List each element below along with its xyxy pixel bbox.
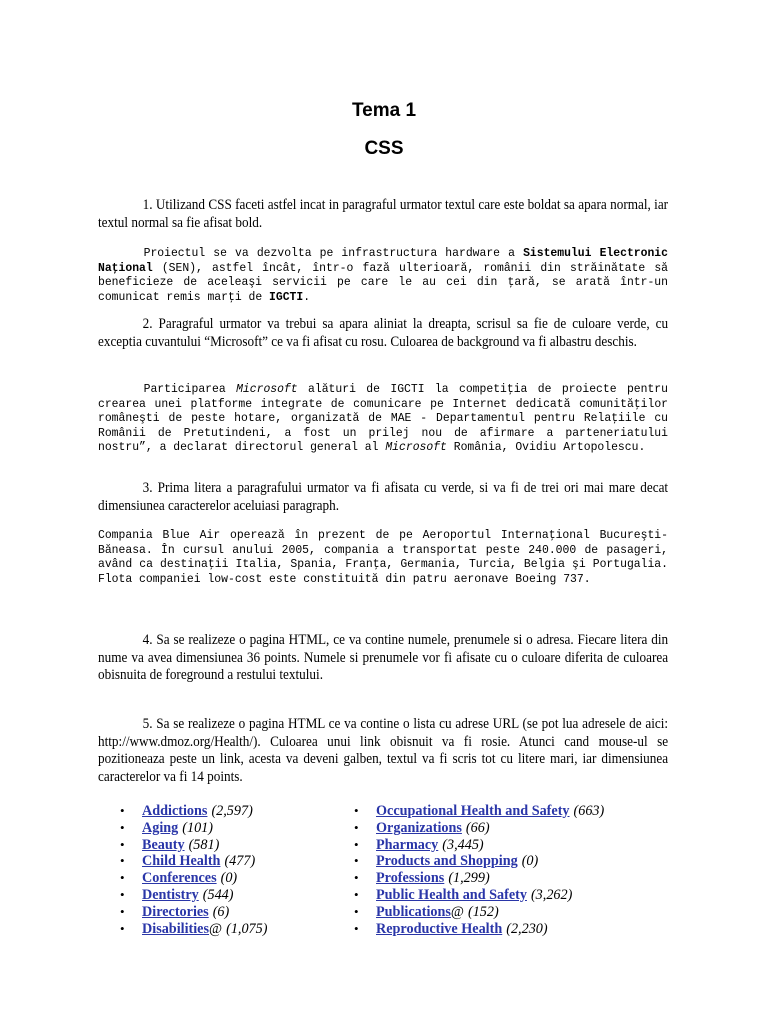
document-subtitle: CSS	[364, 138, 404, 159]
item-count: (3,262)	[530, 886, 573, 903]
task-3-text: 3. Prima litera a paragrafului urmator va fi afisata cu verde, si va fi de trei ori mai mare decat dimensiunea caracterelor aceluiasi paragraph.	[98, 480, 669, 514]
task-2-instruction	[98, 316, 668, 351]
link-list-right	[354, 803, 604, 937]
list-item	[354, 803, 604, 820]
category-link[interactable]: Public Health and Safety	[376, 886, 527, 903]
list-item	[120, 887, 267, 904]
sample-italic-text: Microsoft	[236, 382, 298, 396]
item-count: (2,230)	[506, 920, 548, 937]
task-1-instruction	[98, 197, 668, 232]
list-item	[354, 887, 604, 904]
category-link[interactable]: Directories	[142, 903, 209, 920]
task-3-sample-paragraph: Compania Blue Air operează în prezent de pe Aeroportul Internaţional Bucureşti-Băneasa. În cursul anului 2005, compania a transportat peste 240.000 de pasageri, având ca destinaţii Italia, Spania, Franţa, Germania, Turcia, Belgia şi Portugalia. Flota companiei low-cost este constituită din patru aeronave Boeing 737.	[98, 528, 668, 586]
list-item	[120, 803, 267, 820]
category-link[interactable]: Pharmacy	[376, 836, 439, 853]
item-count: (544)	[202, 886, 234, 903]
category-link[interactable]: Aging	[142, 819, 179, 836]
item-count: (152)	[467, 903, 499, 920]
at-marker: @	[209, 920, 223, 937]
task-4-instruction	[98, 632, 668, 685]
category-link[interactable]: Child Health	[142, 853, 221, 870]
category-link[interactable]: Dentistry	[142, 886, 199, 903]
item-count: (101)	[182, 819, 213, 836]
sample-text: alături de IGCTI la competiţia de proiecte pentru crearea unei platforme integrate de comunicare pe Internet dedicată comunităţilor româneşti de peste hotare, organizată de MAE - Departamentul pentru Relaţiile cu Românii de Pretutindeni, a fost un prilej nou de afirmare a parteneriatului nostru”, a declarat directorul general al	[98, 382, 668, 454]
item-count: (1,075)	[226, 920, 268, 937]
sample-italic-text: Microsoft	[385, 440, 447, 454]
list-item	[120, 921, 267, 938]
list-item	[120, 904, 267, 921]
item-count: (581)	[188, 836, 220, 853]
list-item	[354, 853, 604, 870]
sample-text: Proiectul se va dezvolta pe infrastructura hardware a	[143, 246, 524, 260]
list-item	[354, 820, 604, 837]
item-count: (3,445)	[442, 836, 484, 853]
task-3-instruction	[98, 480, 668, 515]
sample-text: .	[303, 289, 311, 304]
list-item	[120, 870, 267, 887]
category-link[interactable]: Conferences	[142, 870, 217, 887]
sample-bold-text: IGCTI	[269, 289, 304, 304]
category-link[interactable]: Disabilities	[142, 920, 210, 937]
item-count: (6)	[212, 903, 230, 920]
category-link[interactable]: Beauty	[142, 836, 185, 853]
item-count: (663)	[573, 803, 605, 819]
item-count: (66)	[465, 819, 490, 836]
item-count: (477)	[224, 853, 256, 870]
item-count: (1,299)	[448, 870, 490, 887]
list-item	[120, 837, 267, 854]
item-count: (2,597)	[211, 803, 253, 819]
task-2-sample-paragraph	[98, 382, 668, 455]
item-count: (0)	[220, 870, 238, 887]
link-list-left	[120, 803, 267, 937]
list-item	[354, 904, 604, 921]
category-link[interactable]: Reproductive Health	[376, 920, 503, 937]
task-5-text: 5. Sa se realizeze o pagina HTML ce va contine o lista cu adrese URL (se pot lua adresele de aici: http://www.dmoz.org/Health/). Culoarea unui link obisnuit va fi rosie. Atunci cand mouse-ul se pozitioneaza peste un link, acesta va deveni galben, textul va fi scris tot cu litere mari, iar dimensiunea caracterelor va fi 14 points.	[98, 716, 669, 785]
category-link[interactable]: Addictions	[142, 803, 208, 819]
sample-bold-text: Sistemului Electronic Naţional	[98, 246, 668, 275]
list-item	[354, 837, 604, 854]
document-title: Tema 1	[351, 100, 417, 121]
task-1-sample-paragraph	[98, 246, 668, 304]
category-link[interactable]: Products and Shopping	[376, 853, 518, 870]
category-link[interactable]: Professions	[376, 870, 445, 887]
task-2-text: 2. Paragraful urmator va trebui sa apara aliniat la dreapta, scrisul sa fie de culoare verde, cu exceptia cuvantului “Microsoft” ce va fi afisat cu rosu. Culoarea de background va fi albastru deschis.	[98, 316, 669, 350]
sample-text: România, Ovidiu Artopolescu.	[446, 440, 646, 454]
list-item	[354, 921, 604, 938]
list-item	[120, 820, 267, 837]
list-item	[120, 853, 267, 870]
item-count: (0)	[521, 853, 539, 870]
category-link[interactable]: Publications	[376, 903, 451, 920]
category-link[interactable]: Occupational Health and Safety	[376, 803, 570, 819]
task-1-text: 1. Utilizand CSS faceti astfel incat in paragraful urmator textul care este boldat sa apara normal, iar textul normal sa fie afisat bold.	[98, 197, 669, 231]
task-5-instruction	[98, 716, 668, 786]
list-item	[354, 870, 604, 887]
category-link[interactable]: Organizations	[376, 819, 462, 836]
sample-text: (SEN), astfel încât, într-o fază ulterioară, românii din străinătate să beneficieze de aceleaşi servicii pe care le au cei din ţară, se arată într-un comunicat remis marţi de	[98, 260, 669, 304]
task-4-text: 4. Sa se realizeze o pagina HTML, ce va contine numele, prenumele si o adresa. Fiecare litera din nume va avea dimensiunea 36 points. Numele si prenumele vor fi afisate cu o culoare diferita de culoarea obisnuita de foreground a restului textului.	[98, 632, 669, 683]
sample-text: Participarea	[143, 382, 237, 396]
at-marker: @	[450, 903, 464, 920]
